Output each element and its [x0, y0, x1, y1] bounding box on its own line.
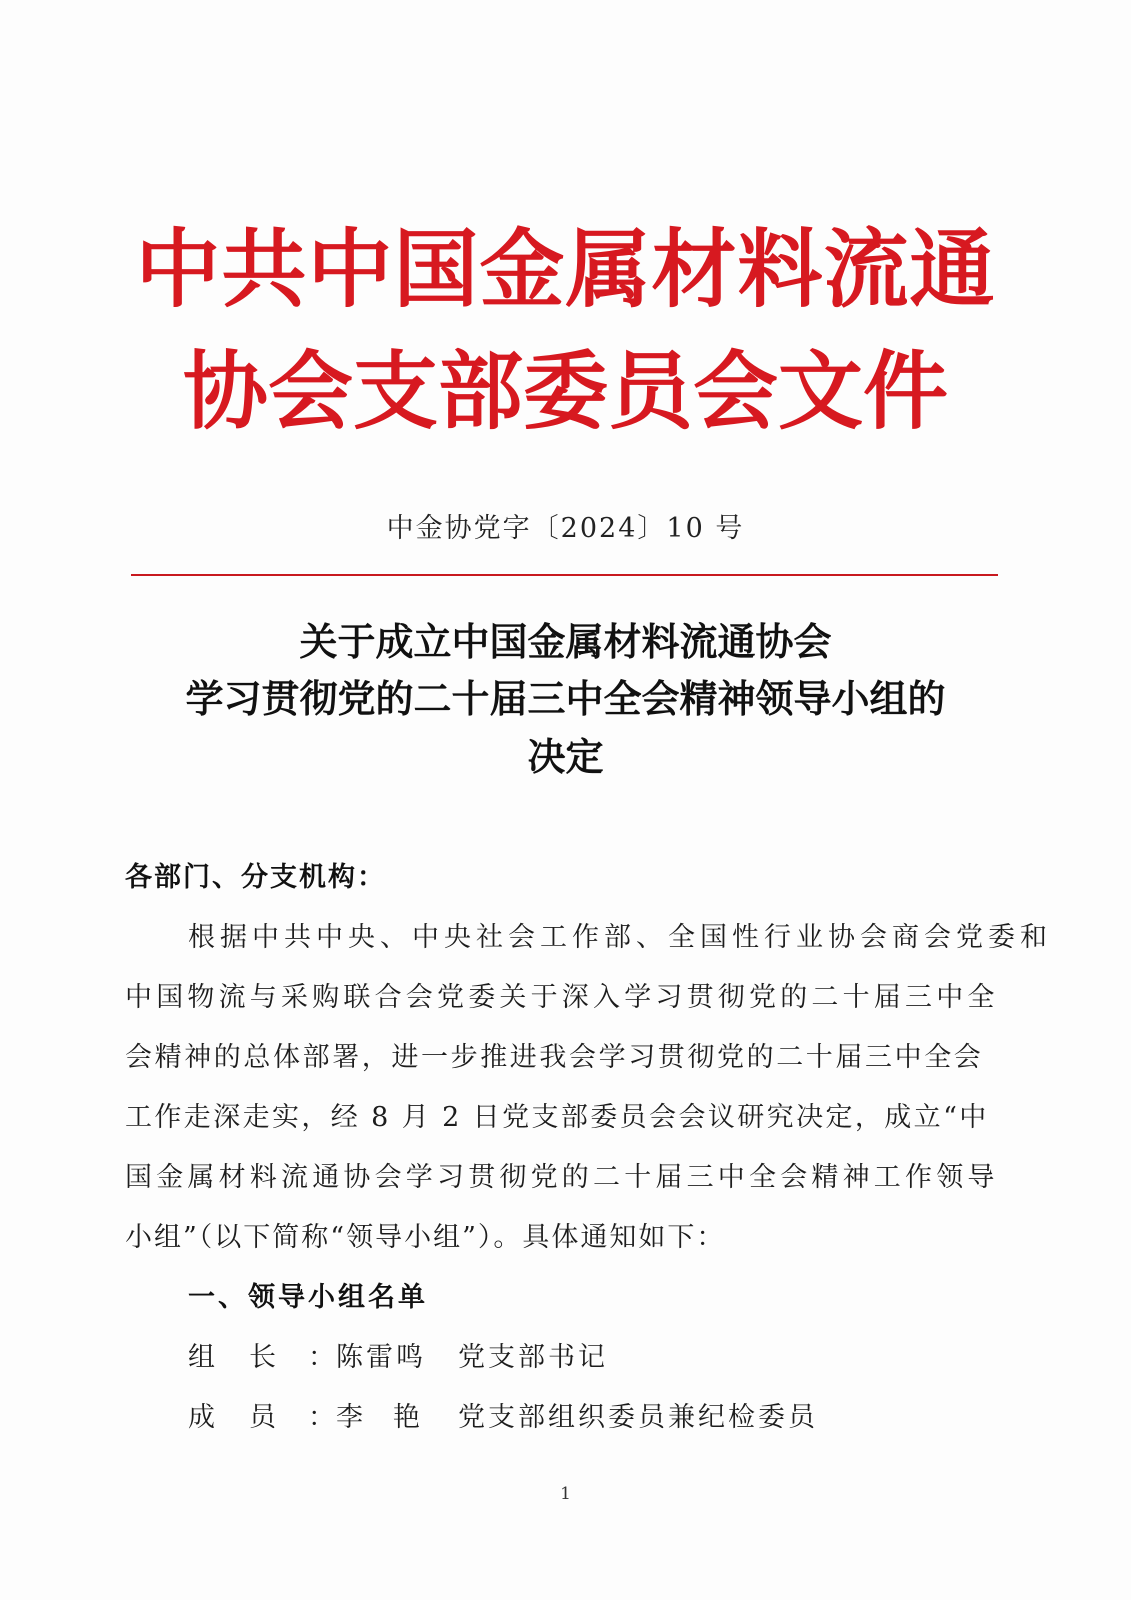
body-line-5: 国金属材料流通协会学习贯彻党的二十届三中全会精神工作领导 [125, 1162, 999, 1193]
body-line-4: 工作走深走实，经 8 月 2 日党支部委员会会议研究决定，成立“中 [125, 1102, 989, 1133]
title-line-2: 学习贯彻党的二十届三中全会精神领导小组的 [185, 677, 946, 721]
body-line-2: 中国物流与采购联合会党委关于深入学习贯彻党的二十届三中全 [125, 982, 999, 1013]
member-role: 组长 [188, 1342, 310, 1373]
masthead-line-1: 中共中国金属材料流通 [135, 221, 996, 320]
member-position: 党支部书记 [458, 1342, 608, 1373]
member-name: 李艳 [336, 1402, 450, 1433]
body-line-6: 小组”（以下简称“领导小组”）。具体通知如下： [125, 1222, 726, 1253]
body-line-1: 根据中共中央、中央社会工作部、全国性行业协会商会党委和 [188, 922, 1052, 953]
title-line-3: 决定 [527, 735, 604, 779]
section-heading-leadership-list: 一、领导小组名单 [188, 1282, 428, 1313]
member-row-member: 成员：李艳 党支部组织委员兼纪检委员 [188, 1402, 818, 1433]
title-line-1: 关于成立中国金属材料流通协会 [299, 620, 832, 664]
red-separator-line [131, 574, 998, 576]
member-position: 党支部组织委员兼纪检委员 [458, 1402, 818, 1433]
salutation: 各部门、分支机构： [125, 862, 386, 893]
member-role: 成员 [188, 1402, 310, 1433]
masthead-line-2: 协会支部委员会文件 [182, 343, 948, 442]
document-number: 中金协党字〔2024〕10 号 [386, 513, 745, 544]
body-line-3: 会精神的总体部署，进一步推进我会学习贯彻党的二十届三中全会 [125, 1042, 984, 1073]
page-number: 1 [560, 1484, 571, 1504]
member-row-leader: 组长：陈雷鸣 党支部书记 [188, 1342, 608, 1373]
member-name: 陈雷鸣 [336, 1342, 426, 1373]
